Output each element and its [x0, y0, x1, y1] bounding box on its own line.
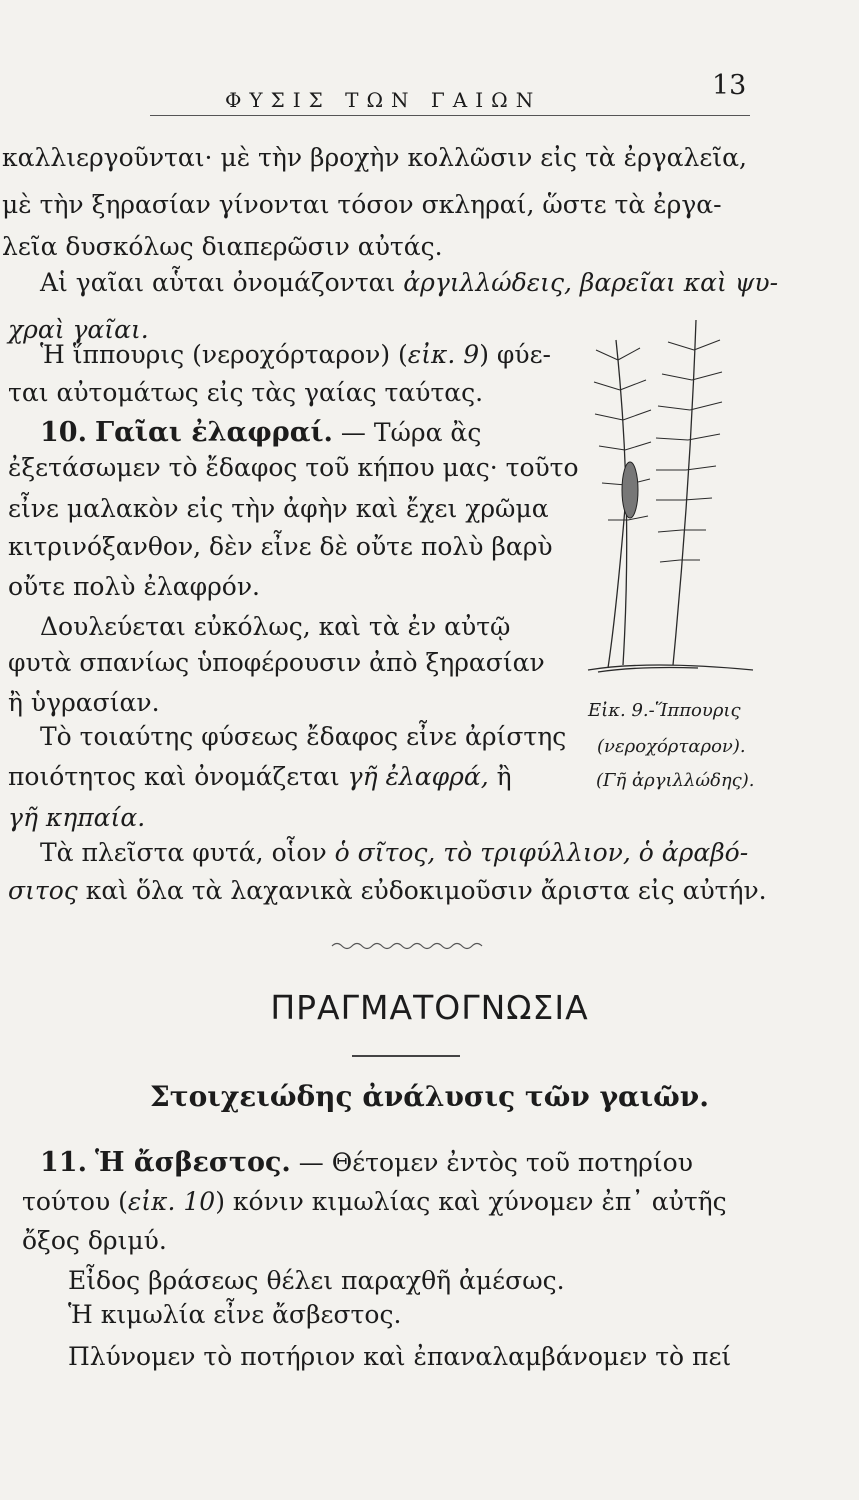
text-line: οὔτε πολὺ ἐλαφρόν.	[8, 572, 260, 601]
text-line	[40, 838, 748, 868]
text-line: ἐξετάσωμεν τὸ ἔδαφος τοῦ κήπου μας· τοῦτο	[8, 453, 579, 482]
text-span: — Τώρα ἂς	[332, 418, 482, 447]
text-span: Αἱ γαῖαι αὗται ὀνομάζονται	[40, 268, 404, 297]
text-line: ὄξος δριμύ.	[22, 1226, 167, 1255]
text-line: λεῖα δυσκόλως διαπερῶσιν αὐτάς.	[2, 232, 443, 261]
main-heading: ΠΡΑΓΜΑΤΟΓΝΩΣΙΑ	[270, 988, 589, 1027]
text-span: ἢ	[488, 762, 512, 791]
figure-caption: Εἰκ. 9.-Ἵππουρις	[588, 700, 741, 721]
text-span: ) κόνιν κιμωλίας καὶ χύνομεν ἐπ᾽ αὐτῆς	[215, 1187, 727, 1216]
figure-caption: (Γῆ ἀργιλλώδης).	[596, 770, 755, 791]
section-title: Γαῖαι ἐλαφραί.	[94, 417, 333, 448]
sub-heading: Στοιχειώδης ἀνάλυσις τῶν γαιῶν.	[149, 1080, 709, 1113]
text-line: φυτὰ σπανίως ὑποφέρουσιν ἀπὸ ξηρασίαν	[8, 648, 545, 677]
running-title: ΦΥΣΙΣ ΤΩΝ ΓΑΙΩΝ	[225, 88, 542, 112]
figure-caption: (νεροχόρταρον).	[597, 736, 746, 757]
italic-term: σιτος	[8, 876, 78, 905]
text-line: Πλύνομεν τὸ ποτήριον καὶ ἐπαναλαμβάνομεν τὸ πεί	[68, 1342, 732, 1371]
italic-term: χραὶ γαῖαι.	[8, 315, 149, 344]
text-span: — Θέτομεν ἐντὸς τοῦ ποτηρίου	[290, 1148, 693, 1177]
text-line	[40, 268, 778, 298]
section-title: Ἡ ἄσβεστος.	[94, 1147, 291, 1178]
text-line: ται αὐτομάτως εἰς τὰς γαίας ταύτας.	[8, 378, 484, 407]
text-line: ἢ ὑγρασίαν.	[8, 688, 160, 717]
text-line: κιτρινόξανθον, δὲν εἶνε δὲ οὔτε πολὺ βαρὺ	[8, 532, 553, 561]
text-line: Ἡ κιμωλία εἶνε ἄσβεστος.	[68, 1300, 402, 1329]
text-line: Τὸ τοιαύτης φύσεως ἔδαφος εἶνε ἀρίστης	[40, 722, 567, 751]
horsetail-illustration	[578, 300, 758, 680]
section-10-heading	[40, 418, 481, 448]
section-11-heading	[40, 1148, 693, 1178]
text-span: Τὰ πλεῖστα φυτά, οἷον	[40, 838, 335, 867]
italic-term: ἀργιλλώδεις, βαρεῖαι καὶ ψυ-	[403, 268, 779, 297]
text-span: καὶ ὅλα τὰ λαχανικὰ εὐδοκιμοῦσιν ἄριστα εἰς αὐτήν.	[77, 876, 767, 905]
section-number: 10.	[40, 417, 87, 448]
figure-reference: εἰκ. 9	[407, 340, 480, 369]
italic-term: ὁ σῖτος, τὸ τριφύλλιον, ὁ ἀραβό-	[334, 838, 749, 867]
page-number: 13	[712, 70, 747, 101]
italic-term: γῆ ἐλαφρά,	[347, 762, 489, 791]
heading-rule	[352, 1055, 460, 1057]
text-span: ποιότητος καὶ ὀνομάζεται	[8, 762, 348, 791]
section-number: 11.	[40, 1147, 87, 1178]
text-line: Δουλεύεται εὐκόλως, καὶ τὰ ἐν αὐτῷ	[40, 612, 511, 641]
decorative-ornament	[330, 938, 490, 954]
figure-reference: εἰκ. 10	[127, 1187, 216, 1216]
text-line	[8, 876, 767, 906]
text-span: τούτου (	[22, 1187, 128, 1216]
text-line	[22, 1187, 727, 1217]
italic-term: γῆ κηπαία.	[8, 803, 146, 832]
text-span: Ἡ ἵππουρις (νεροχόρταρον) (	[40, 340, 408, 369]
header-rule	[150, 115, 750, 116]
text-span: ) φύε-	[479, 340, 552, 369]
text-line: Εἶδος βράσεως θέλει παραχθῆ ἀμέσως.	[68, 1266, 565, 1295]
text-line: εἶνε μαλακὸν εἰς τὴν ἀφὴν καὶ ἔχει χρῶμα	[8, 494, 549, 523]
text-line	[8, 762, 512, 792]
text-line: μὲ τὴν ξηρασίαν γίνονται τόσον σκληραί, ὥστε τὰ ἐργα-	[2, 190, 722, 219]
text-line	[40, 340, 551, 370]
text-line: καλλιεργοῦνται· μὲ τὴν βροχὴν κολλῶσιν εἰς τὰ ἐργαλεῖα,	[2, 143, 747, 172]
text-line	[8, 803, 145, 833]
